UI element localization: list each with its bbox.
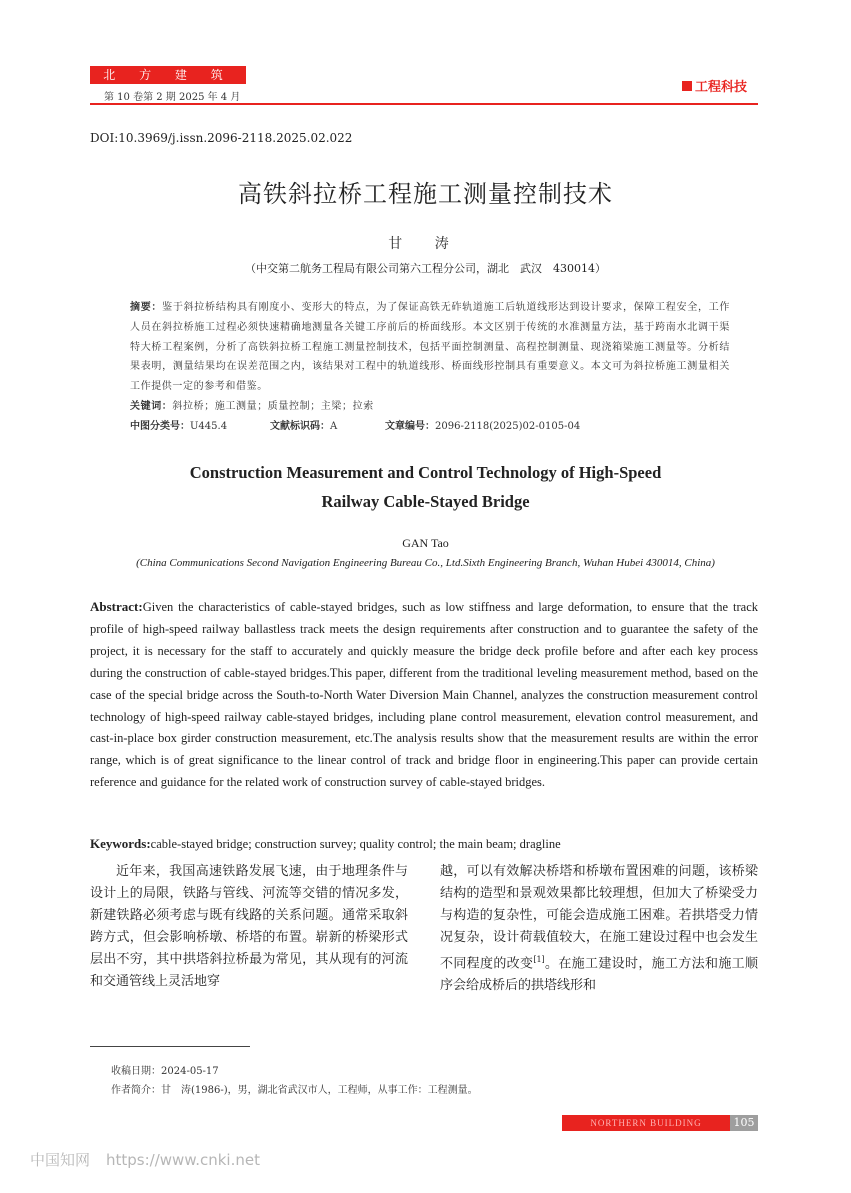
header-divider <box>90 103 758 105</box>
affiliation-english: (China Communications Second Navigation Engineering Bureau Co., Ltd.Sixth Engineering Branch, Wuhan Hubei 430014, China) <box>136 557 715 569</box>
footnote-received: 收稿日期：2024-05-17 <box>111 1066 219 1077</box>
section-label: 工程科技 <box>694 80 747 95</box>
citation-ref[interactable]: [1] <box>533 955 545 964</box>
footer-journal-banner: NORTHERN BUILDING <box>562 1115 730 1131</box>
section-tag <box>682 76 747 95</box>
doc-code-value: A <box>330 421 338 432</box>
keywords-cn-label: 关键词： <box>130 400 173 412</box>
body-right-text-b: 。在施工建设时，施工方法和施工顺序会给成桥后的拱塔线形和 <box>440 956 758 994</box>
watermark-site: 中国知网 <box>30 1151 91 1169</box>
title-chinese: 高铁斜拉桥工程施工测量控制技术 <box>238 180 613 208</box>
cnki-watermark <box>30 1149 260 1170</box>
clc-label: 中图分类号： <box>130 421 190 432</box>
abstract-english <box>90 596 758 794</box>
footnote-divider <box>90 1046 250 1047</box>
title-en-line1: Construction Measurement and Control Technology of High-Speed <box>189 463 662 482</box>
body-column-left: 近年来，我国高速铁路发展飞速，由于地理条件与设计上的局限，铁路与管线、河流等交错的情况多发，新建铁路必须考虑与既有线路的关系问题。通常采取斜跨方式，但会影响桥墩、桥塔的布置。崭新的桥梁形式层出不穷，其中拱塔斜拉桥最为常见，其从现有的河流和交通管线上灵活地穿 <box>90 864 408 989</box>
author-english: GAN Tao <box>402 536 449 550</box>
keywords-english <box>90 836 758 852</box>
affiliation-chinese: （中交第二航务工程局有限公司第六工程分公司，湖北 武汉 430014） <box>245 262 606 275</box>
article-no-value: 2096-2118(2025)02-0105-04 <box>435 421 581 432</box>
keywords-en-text: cable-stayed bridge; construction survey; quality control; the main beam; dragline <box>150 837 561 851</box>
page-number: 105 <box>730 1115 758 1131</box>
title-english <box>0 458 851 516</box>
body-right-text-a: 越，可以有效解决桥塔和桥墩布置困难的问题，该桥梁结构的造型和景观效果都比较理想，但加大了桥梁受力与构造的复杂性，可能会造成施工困难。若拱塔受力情况复杂，设计荷载值较大，在施工建设过程中也会发生不同程度的改变 <box>440 864 758 972</box>
issue-info: 第 10 卷第 2 期 2025 年 4 月 <box>104 92 241 103</box>
abstract-en-label: Abstract: <box>90 599 143 614</box>
abstract-cn-label: 摘要： <box>130 302 163 313</box>
journal-name-banner: 北 方 建 筑 <box>90 66 246 84</box>
abstract-en-text: Given the characteristics of cable-stayed bridges, such as low stiffness and large deformation, to ensure that the track profile of high-speed railway ballastless track meets the design requirements after construction and to guarantee the safety of the project, it is necessary for the staff to accurately and quickly measure the bridge deck profile before and after each key process during the construction of cable-stayed bridges.This paper, different from the traditional leveling measurement method, based on the case of the special bridge across the South-to-North Water Diversion Main Channel, analyzes the construction measurement control technology of high-speed railway cable-stayed bridges, including plane control measurement, elevation control measurement, and cast-in-place box girder construction measurement, etc.The analysis results show that the measurement results are within the error range, which is of great significance to the linear control of track and bridge floor in engineering.This paper can provide certain reference and guidance for the related work of construction survey of cable-stayed bridges. <box>90 600 758 790</box>
body-column-right <box>440 861 758 997</box>
article-no-label: 文章编号： <box>385 421 435 432</box>
abstract-cn-text: 鉴于斜拉桥结构具有刚度小、变形大的特点，为了保证高铁无砟轨道施工后轨道线形达到设计要求，保障工程安全，工作人员在斜拉桥施工过程必须快速精确地测量各关键工序前后的桥面线形。本文区别于传统的水准测量方法，基于跨南水北调干渠特大桥工程案例，分析了高铁斜拉桥工程施工测量控制技术，包括平面控制测量、高程控制测量、现浇箱梁施工测量等。分析结果表明，测量结果均在误差范围之内，该结果对工程中的轨道线形、桥面线形控制具有重要意义。本文可为斜拉桥施工测量相关工作提供一定的参考和借鉴。 <box>130 302 730 393</box>
title-en-line2: Railway Cable-Stayed Bridge <box>321 492 530 511</box>
clc-value: U445.4 <box>190 421 228 432</box>
watermark-url[interactable]: https://www.cnki.net <box>106 1151 260 1169</box>
keywords-en-label: Keywords: <box>90 836 151 851</box>
square-icon <box>682 81 692 91</box>
keywords-cn-text: 斜拉桥；施工测量；质量控制；主梁；拉索 <box>172 400 374 412</box>
doi[interactable]: DOI:10.3969/j.issn.2096-2118.2025.02.022 <box>90 131 353 145</box>
author-chinese: 甘 涛 <box>388 236 463 252</box>
abstract-chinese <box>130 298 730 417</box>
doc-code-label: 文献标识码： <box>270 421 330 432</box>
footnote-author-bio: 作者简介：甘 涛(1986-)，男，湖北省武汉市人，工程师，从事工作：工程测量。 <box>111 1085 478 1096</box>
